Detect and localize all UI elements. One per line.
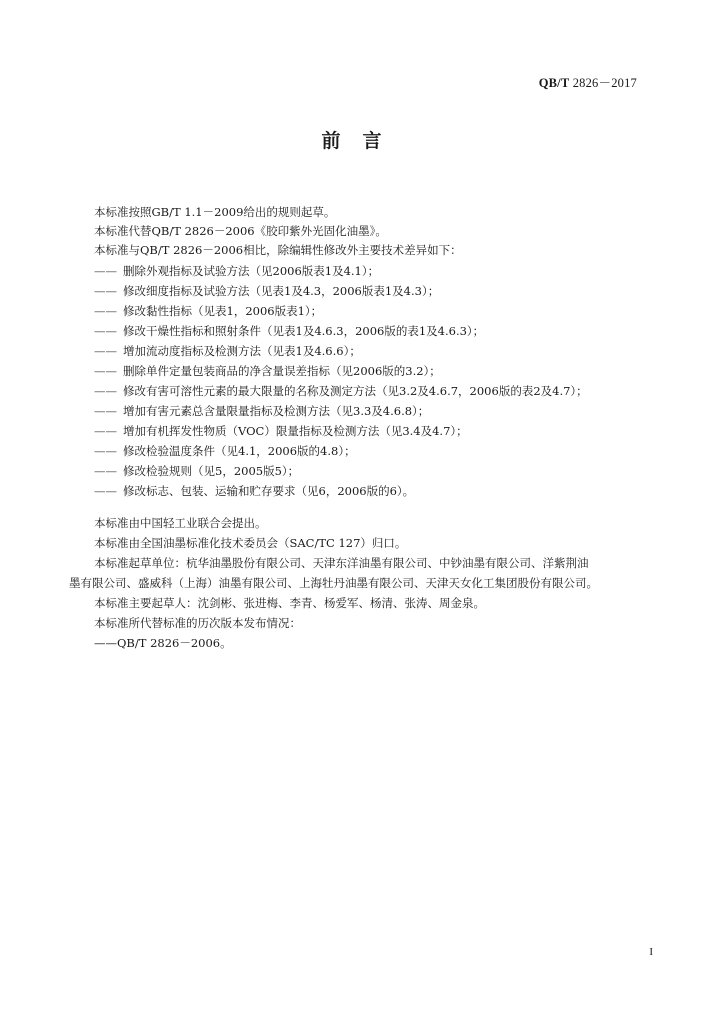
dash-marker: —— bbox=[94, 264, 117, 278]
change-item: —— 删除外观指标及试验方法（见2006版表1及4.1）； bbox=[94, 264, 380, 278]
standard-code bbox=[539, 73, 637, 91]
change-item: —— 修改检验温度条件（见4.1，2006版的4.8）； bbox=[94, 444, 356, 458]
standard-code-number: 2826－2017 bbox=[572, 76, 637, 90]
change-item: —— 删除单件定量包装商品的净含量误差指标（见2006版的3.2）； bbox=[94, 364, 441, 378]
history-item: ——QB/T 2826－2006。 bbox=[94, 636, 232, 650]
managed-by: 本标准由全国油墨标准化技术委员会（SAC/TC 127）归口。 bbox=[94, 536, 407, 550]
dash-marker: —— bbox=[94, 484, 117, 498]
dash-marker: —— bbox=[94, 324, 117, 338]
change-item: —— 增加有害元素总含量限量指标及检测方法（见3.3及4.6.8）； bbox=[94, 404, 430, 418]
standard-code-prefix: QB/T bbox=[538, 76, 570, 90]
dash-marker: —— bbox=[94, 344, 117, 358]
dash-marker: —— bbox=[94, 424, 117, 438]
drafters: 本标准主要起草人：沈剑彬、张进梅、李青、杨爱军、杨清、张涛、周金泉。 bbox=[94, 596, 485, 610]
intro-line: 本标准与QB/T 2826－2006相比，除编辑性修改外主要技术差异如下： bbox=[94, 243, 462, 257]
dash-marker: —— bbox=[94, 384, 117, 398]
change-item: —— 修改细度指标及试验方法（见表1及4.3，2006版表1及4.3）； bbox=[94, 284, 440, 298]
change-item: —— 修改标志、包装、运输和贮存要求（见6，2006版的6）。 bbox=[94, 484, 415, 498]
dash-marker: —— bbox=[94, 284, 117, 298]
dash-marker: —— bbox=[94, 464, 117, 478]
history-intro: 本标准所代替标准的历次版本发布情况： bbox=[94, 616, 301, 630]
drafting-units: 本标准起草单位：杭华油墨股份有限公司、天津东洋油墨有限公司、中钞油墨有限公司、洋紫荆油 bbox=[94, 556, 589, 570]
change-item: —— 修改干燥性指标和照射条件（见表1及4.6.3，2006版的表1及4.6.3）； bbox=[94, 324, 485, 338]
drafting-units-cont: 墨有限公司、盛威科（上海）油墨有限公司、上海牡丹油墨有限公司、天津天女化工集团股份有限公司。 bbox=[69, 576, 598, 590]
dash-marker: —— bbox=[94, 404, 117, 418]
page-title: 前言 bbox=[321, 130, 404, 152]
change-item: —— 增加有机挥发性物质（VOC）限量指标及检测方法（见3.4及4.7）； bbox=[94, 424, 468, 438]
page-number: I bbox=[649, 946, 653, 958]
change-item: —— 修改黏性指标（见表1，2006版表1）； bbox=[94, 304, 323, 318]
change-item: —— 修改检验规则（见5，2005版5）； bbox=[94, 464, 300, 478]
intro-line: 本标准代替QB/T 2826－2006《胶印紫外光固化油墨》。 bbox=[94, 224, 387, 238]
change-item: —— 增加流动度指标及检测方法（见表1及4.6.6）； bbox=[94, 344, 361, 358]
proposed-by: 本标准由中国轻工业联合会提出。 bbox=[94, 516, 267, 530]
change-item: —— 修改有害可溶性元素的最大限量的名称及测定方法（见3.2及4.6.7，2006版的表2及4.7）； bbox=[94, 384, 588, 398]
dash-marker: —— bbox=[94, 304, 117, 318]
dash-marker: —— bbox=[94, 444, 117, 458]
intro-line: 本标准按照GB/T 1.1－2009给出的规则起草。 bbox=[94, 205, 336, 219]
dash-marker: —— bbox=[94, 364, 117, 378]
